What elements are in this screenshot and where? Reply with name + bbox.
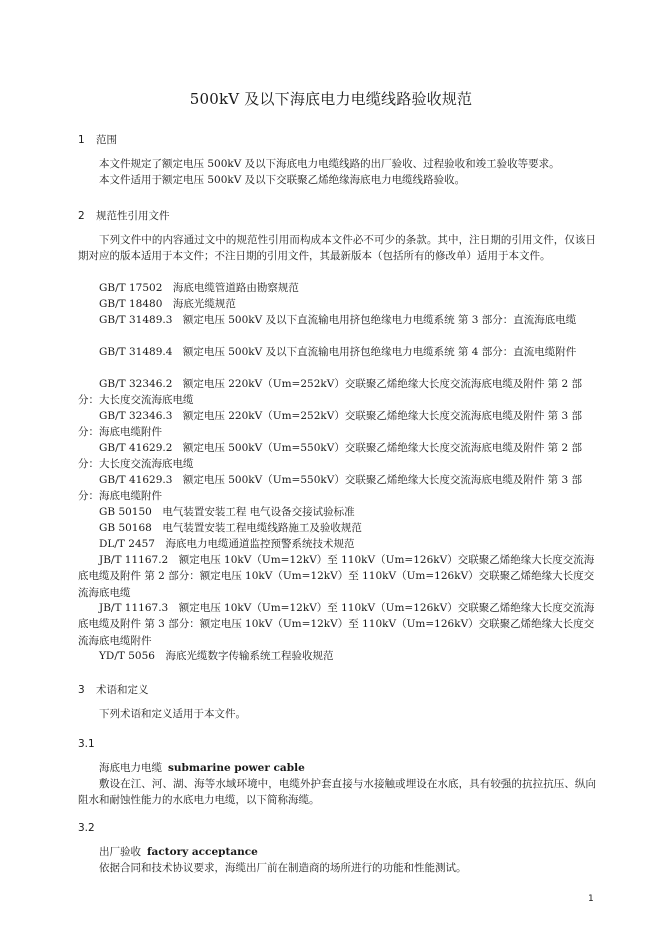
term-definition: 依据合同和技术协议要求，海缆出厂前在制造商的场所进行的功能和性能测试。 <box>99 862 467 874</box>
reference-item: GB/T 17502 海底电缆管道路由勘察规范 <box>99 282 299 294</box>
paragraph: 本文件适用于额定电压 500kV 及以下交联聚乙烯绝缘海底电力电缆线路验收。 <box>99 174 466 186</box>
section-1-heading <box>78 132 117 147</box>
reference-item: GB 50168 电气装置安装工程电缆线路施工及验收规范 <box>99 522 362 534</box>
section-title: 规范性引用文件 <box>96 210 170 222</box>
reference-item: GB 50150 电气装置安装工程 电气设备交接试验标准 <box>99 506 355 518</box>
section-3-heading <box>78 682 149 697</box>
term-entry <box>78 760 596 776</box>
section-2-heading <box>78 208 170 223</box>
term-number: 3.1 <box>78 738 95 750</box>
term-number: 3.2 <box>78 822 95 834</box>
reference-item: GB/T 41629.2 额定电压 500kV（Um=550kV）交联聚乙烯绝缘大长度交流海底电缆及附件 第 2 部分：大长度交流海底电缆 <box>78 442 583 471</box>
reference-item: GB/T 41629.3 额定电压 500kV（Um=550kV）交联聚乙烯绝缘大长度交流海底电缆及附件 第 3 部分：海底电缆附件 <box>78 474 583 503</box>
term-english: factory acceptance <box>147 846 258 858</box>
reference-item: JB/T 11167.2 额定电压 10kV（Um=12kV）至 110kV（Um=126kV）交联聚乙烯绝缘大长度交流海底电缆及附件 第 2 部分：额定电压 10kV（Um=12kV）至 110kV（Um=126kV）交联聚乙烯绝缘大长度交流海底电缆 <box>78 554 595 599</box>
section-number: 2 <box>78 210 85 222</box>
reference-item: GB/T 32346.3 额定电压 220kV（Um=252kV）交联聚乙烯绝缘大长度交流海底电缆及附件 第 3 部分：海底电缆附件 <box>78 410 583 439</box>
reference-item: JB/T 11167.3 额定电压 10kV（Um=12kV）至 110kV（Um=126kV）交联聚乙烯绝缘大长度交流海底电缆及附件 第 3 部分：额定电压 10kV（Um=12kV）至 110kV（Um=126kV）交联聚乙烯绝缘大长度交流海底电缆附件 <box>78 602 595 647</box>
reference-item: GB/T 31489.3 额定电压 500kV 及以下直流输电用挤包绝缘电力电缆系统 第 3 部分：直流海底电缆 <box>99 314 577 326</box>
term-entry <box>78 844 596 860</box>
document-title: 500kV 及以下海底电力电缆线路验收规范 <box>189 90 473 108</box>
page-number: 1 <box>588 894 594 904</box>
reference-item: GB/T 32346.2 额定电压 220kV（Um=252kV）交联聚乙烯绝缘大长度交流海底电缆及附件 第 2 部分：大长度交流海底电缆 <box>78 378 583 407</box>
term-chinese: 海底电力电缆 <box>99 762 162 774</box>
section-title: 范围 <box>96 134 117 146</box>
term-definition: 敷设在江、河、湖、海等水域环境中，电缆外护套直接与水接触或埋设在水底，具有较强的抗拉抗压、纵向阻水和耐蚀性能力的水底电力电缆，以下简称海缆。 <box>78 778 596 807</box>
paragraph: 下列文件中的内容通过文中的规范性引用而构成本文件必不可少的条款。其中，注日期的引用文件，仅该日期对应的版本适用于本文件；不注日期的引用文件，其最新版本（包括所有的修改单）适用于本文件。 <box>78 234 596 263</box>
paragraph: 下列术语和定义适用于本文件。 <box>99 708 246 720</box>
reference-item: YD/T 5056 海底光缆数字传输系统工程验收规范 <box>99 650 334 662</box>
term-chinese: 出厂验收 <box>99 846 141 858</box>
reference-item: GB/T 31489.4 额定电压 500kV 及以下直流输电用挤包绝缘电力电缆系统 第 4 部分：直流电缆附件 <box>99 346 577 358</box>
term-english: submarine power cable <box>168 762 305 774</box>
paragraph: 本文件规定了额定电压 500kV 及以下海底电力电缆线路的出厂验收、过程验收和竣工验收等要求。 <box>99 158 560 170</box>
reference-item: GB/T 18480 海底光缆规范 <box>99 298 236 310</box>
section-number: 1 <box>78 134 85 146</box>
section-title: 术语和定义 <box>96 684 149 696</box>
section-number: 3 <box>78 684 85 696</box>
reference-item: DL/T 2457 海底电力电缆通道监控预警系统技术规范 <box>99 538 355 550</box>
